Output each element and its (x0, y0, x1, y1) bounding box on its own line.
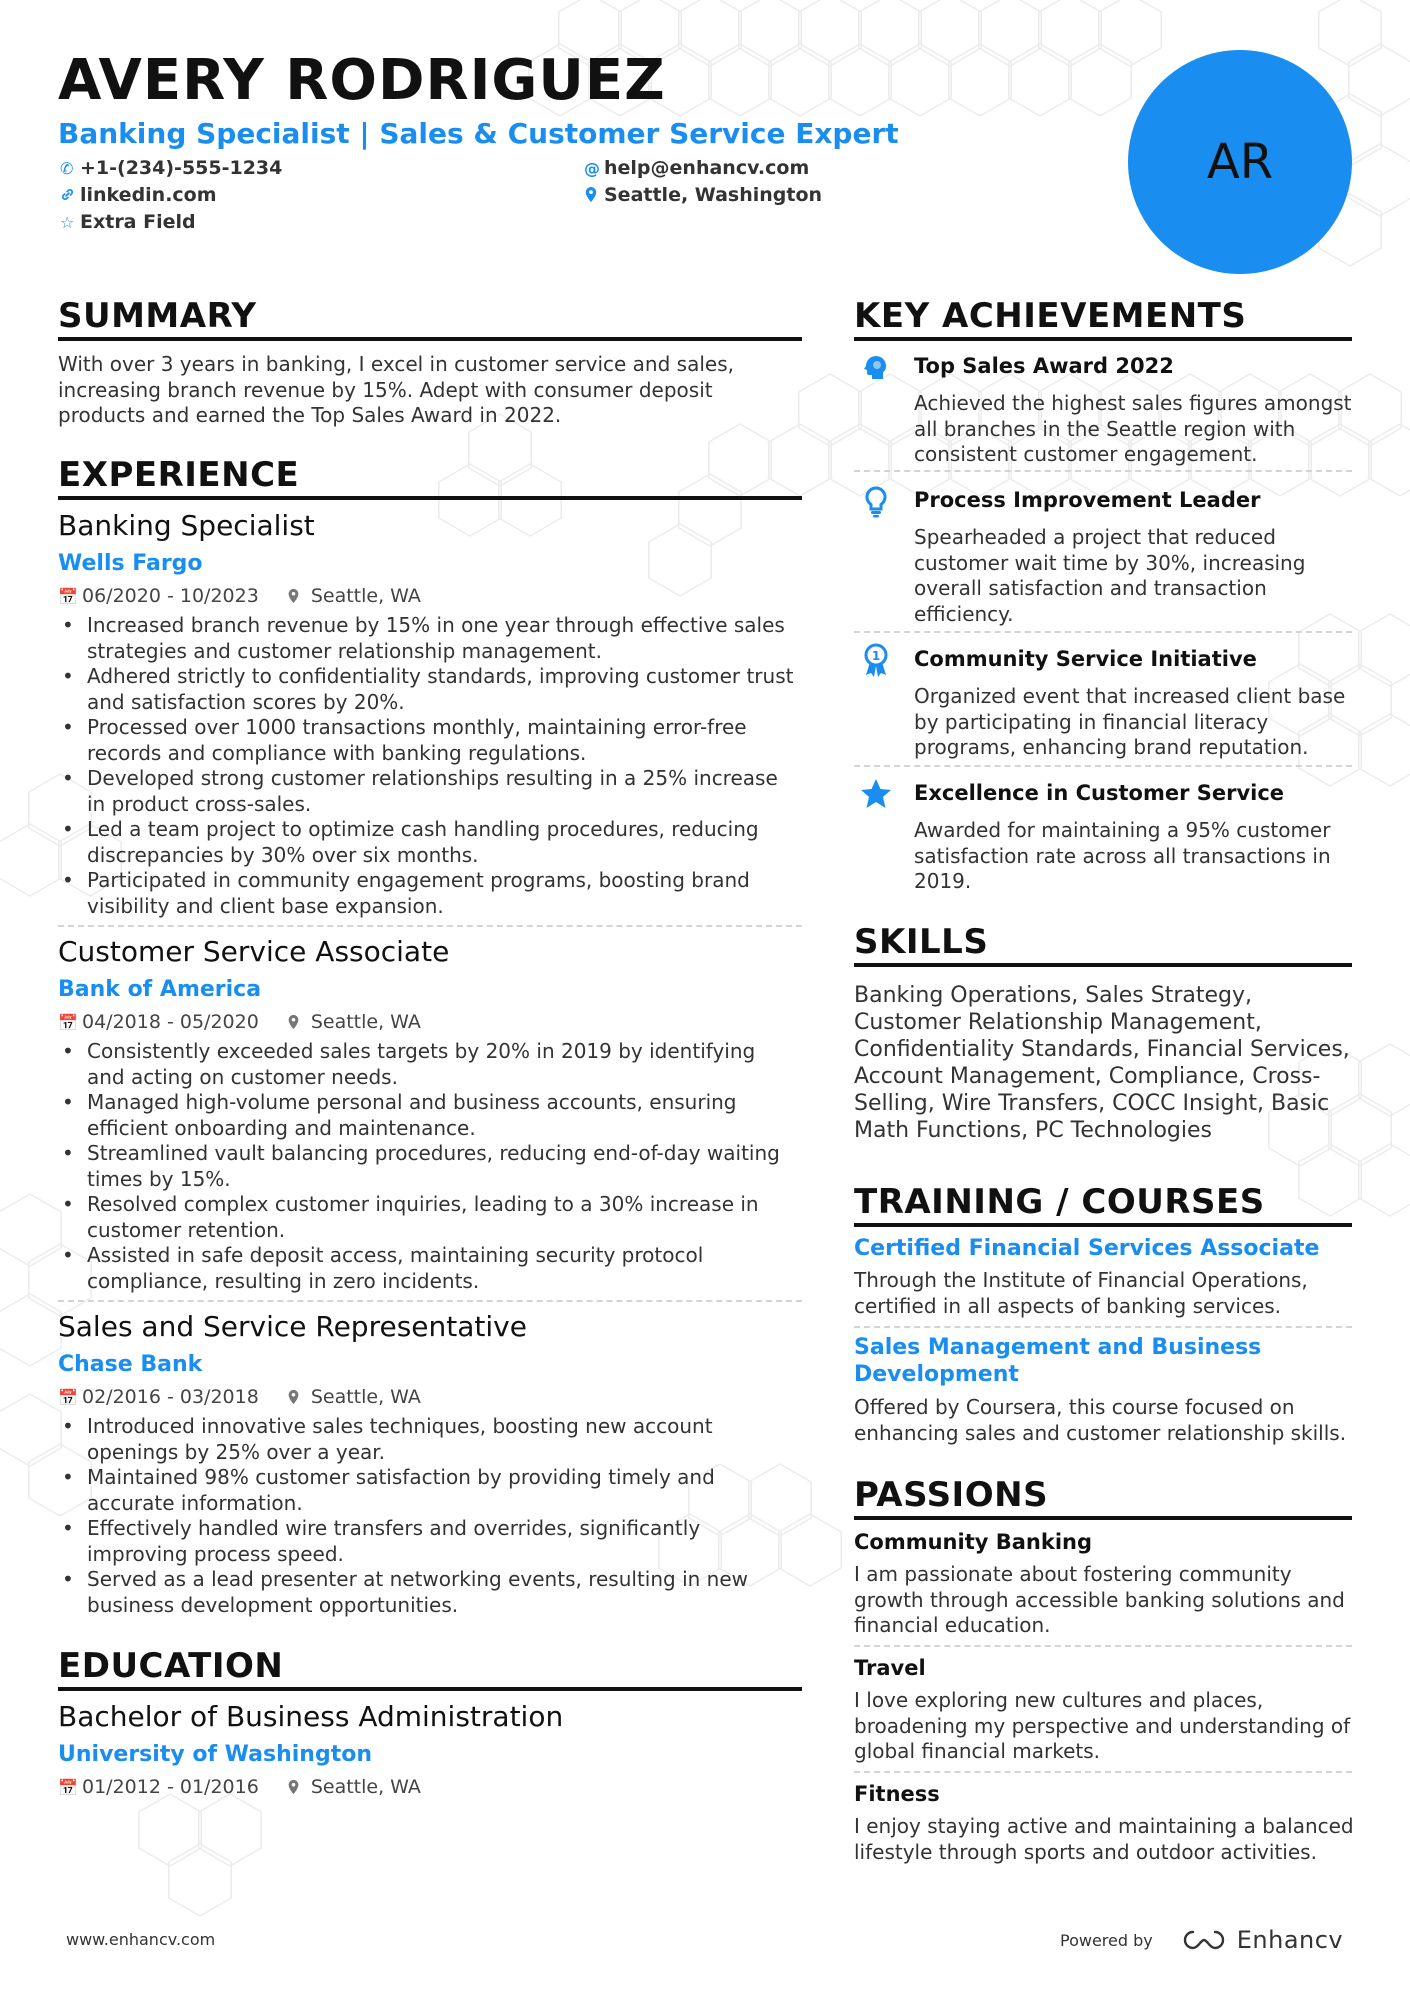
passions-title: PASSIONS (854, 1475, 1049, 1515)
list-item: • Processed over 1000 transactions monthly, maintaining error-free records and compliance with banking regulations. (58, 715, 798, 766)
course-title: Sales Management and Business Development (854, 1335, 1262, 1387)
achievement-divider (854, 631, 1352, 633)
summary-rule (58, 337, 802, 341)
map-pin-icon (287, 1776, 311, 1800)
brand-name: Enhancv (1236, 1926, 1344, 1954)
experience-rule (58, 496, 802, 500)
skills-title: SKILLS (854, 922, 989, 962)
svg-text:1: 1 (871, 649, 881, 663)
education-location: Seattle, WA (310, 1776, 421, 1798)
achievement-text: Achieved the highest sales figures amongst all branches in the Seattle region with consistent customer engagement. (914, 391, 1352, 466)
phone-icon: ✆ (60, 159, 74, 178)
star-icon (858, 776, 894, 812)
map-pin-icon (287, 1386, 311, 1410)
list-item: • Introduced innovative sales techniques, boosting new account openings by 25% over a year. (58, 1414, 798, 1465)
achievement-text: Spearheaded a project that reduced customer wait time by 30%, increasing overall satisfaction and transaction efficiency. (914, 525, 1306, 626)
calendar-icon: 📅 (58, 1013, 78, 1032)
star-outline-icon: ☆ (60, 213, 75, 232)
experience-title: EXPERIENCE (58, 455, 300, 495)
education-meta (58, 1775, 421, 1800)
passion-title: Fitness (854, 1782, 940, 1806)
linkedin-text: linkedin.com (80, 184, 217, 206)
passion-divider (854, 1771, 1352, 1773)
job-dates: 06/2020 - 10/2023 (82, 585, 259, 607)
list-item: • Maintained 98% customer satisfaction by providing timely and accurate information. (58, 1465, 798, 1516)
candidate-name: AVERY RODRIGUEZ (58, 48, 666, 113)
list-item: • Streamlined vault balancing procedures, reducing end-of-day waiting times by 15%. (58, 1141, 798, 1192)
job-location: Seattle, WA (310, 1011, 421, 1033)
skills-text: Banking Operations, Sales Strategy, Customer Relationship Management, Confidentiality Standards, Financial Services, Account Management, Compliance, Cross-Selling, Wire Transfers, COCC Insight, Basic Math Functions, PC Technologies (854, 983, 1350, 1143)
map-pin-icon (287, 1011, 311, 1035)
achievement-title: Top Sales Award 2022 (914, 354, 1174, 378)
footer-website[interactable]: www.enhancv.com (66, 1930, 216, 1949)
link-icon (60, 184, 80, 208)
job-company[interactable]: Wells Fargo (58, 551, 203, 576)
job-role: Sales and Service Representative (58, 1310, 527, 1343)
calendar-icon: 📅 (58, 1388, 78, 1407)
achievement-title: Process Improvement Leader (914, 488, 1261, 512)
powered-by-text: Powered by (1060, 1930, 1153, 1950)
course-divider (854, 1326, 1352, 1328)
list-item: • Effectively handled wire transfers and overrides, significantly improving process speed. (58, 1516, 798, 1567)
job-company[interactable]: Chase Bank (58, 1352, 203, 1377)
job-dates: 04/2018 - 05/2020 (82, 1011, 259, 1033)
achievement-divider (854, 765, 1352, 767)
course-text: Offered by Coursera, this course focused on enhancing sales and customer relationship skills. (854, 1395, 1347, 1445)
achievement-text: Organized event that increased client base by participating in financial literacy programs, enhancing brand reputation. (914, 684, 1346, 759)
enhancv-logo-icon (1181, 1928, 1227, 1952)
job-role: Customer Service Associate (58, 935, 450, 968)
job-divider (58, 925, 802, 927)
job-location: Seattle, WA (310, 1386, 421, 1408)
summary-title: SUMMARY (58, 296, 257, 336)
contact-extra (60, 210, 196, 235)
map-pin-icon (287, 585, 311, 609)
list-item: • Led a team project to optimize cash handling procedures, reducing discrepancies by 30% over six months. (58, 817, 798, 868)
passions-rule (854, 1516, 1352, 1520)
contact-email[interactable] (584, 156, 809, 181)
achievement-text: Awarded for maintaining a 95% customer satisfaction rate across all transactions in 2019. (914, 818, 1331, 893)
passion-title: Travel (854, 1656, 926, 1680)
job-divider (58, 1300, 802, 1302)
list-item: • Increased branch revenue by 15% in one year through effective sales strategies and customer relationship management. (58, 613, 798, 664)
calendar-icon: 📅 (58, 1778, 78, 1797)
job-company[interactable]: Bank of America (58, 977, 262, 1002)
training-rule (854, 1223, 1352, 1227)
avatar: AR (1128, 50, 1352, 274)
training-title: TRAINING / COURSES (854, 1182, 1265, 1222)
list-item: • Resolved complex customer inquiries, leading to a 30% increase in customer retention. (58, 1192, 798, 1243)
education-title: EDUCATION (58, 1646, 284, 1686)
list-item: • Served as a lead presenter at networking events, resulting in new business development opportunities. (58, 1567, 798, 1618)
passion-title: Community Banking (854, 1530, 1093, 1554)
achievements-title: KEY ACHIEVEMENTS (854, 296, 1247, 336)
lightbulb-icon (858, 484, 894, 520)
map-pin-icon (584, 184, 604, 208)
phone-text: +1-(234)-555-1234 (80, 157, 283, 179)
summary-text: With over 3 years in banking, I excel in customer service and sales, increasing branch revenue by 15%. Adept with consumer deposit products and earned the Top Sales Award in 2022. (58, 352, 734, 427)
award-ribbon-icon (858, 642, 894, 678)
job-meta (58, 1010, 421, 1035)
contact-linkedin[interactable] (60, 183, 217, 208)
education-dates: 01/2012 - 01/2016 (82, 1776, 259, 1798)
education-rule (58, 1687, 802, 1691)
job-dates: 02/2016 - 03/2018 (82, 1386, 259, 1408)
passion-text: I am passionate about fostering community growth through accessible banking solutions and financial education. (854, 1562, 1345, 1637)
calendar-icon: 📅 (58, 587, 78, 606)
job-bullets (58, 613, 798, 919)
education-degree: Bachelor of Business Administration (58, 1700, 564, 1733)
list-item: • Managed high-volume personal and business accounts, ensuring efficient onboarding and maintenance. (58, 1090, 798, 1141)
brain-head-icon (858, 350, 894, 386)
course-text: Through the Institute of Financial Operations, certified in all aspects of banking services. (854, 1268, 1308, 1318)
location-text: Seattle, Washington (604, 184, 823, 206)
achievement-title: Excellence in Customer Service (914, 781, 1285, 805)
job-meta (58, 1385, 421, 1410)
education-school[interactable]: University of Washington (58, 1742, 373, 1767)
skills-rule (854, 963, 1352, 967)
job-role: Banking Specialist (58, 509, 315, 542)
course-title: Certified Financial Services Associate (854, 1236, 1320, 1261)
contact-phone[interactable] (60, 156, 282, 181)
passion-text: I enjoy staying active and maintaining a balanced lifestyle through sports and outdoor activities. (854, 1814, 1354, 1864)
list-item: • Adhered strictly to confidentiality standards, improving customer trust and satisfaction scores by 20%. (58, 664, 798, 715)
email-text: help@enhancv.com (604, 157, 810, 179)
list-item: • Assisted in safe deposit access, maintaining security protocol compliance, resulting in zero incidents. (58, 1243, 798, 1294)
job-bullets (58, 1414, 798, 1618)
job-location: Seattle, WA (310, 585, 421, 607)
achievement-title: Community Service Initiative (914, 647, 1257, 671)
passion-divider (854, 1645, 1352, 1647)
footer-branding[interactable] (1060, 1926, 1343, 1954)
list-item: • Developed strong customer relationships resulting in a 25% increase in product cross-sales. (58, 766, 798, 817)
contact-location (584, 183, 822, 208)
list-item: • Consistently exceeded sales targets by 20% in 2019 by identifying and acting on customer needs. (58, 1039, 798, 1090)
passion-text: I love exploring new cultures and places, broadening my perspective and understanding of global financial markets. (854, 1688, 1351, 1763)
at-icon: @ (584, 159, 600, 178)
extra-text: Extra Field (80, 211, 196, 233)
job-bullets (58, 1039, 798, 1294)
list-item: • Participated in community engagement programs, boosting brand visibility and client base expansion. (58, 868, 798, 919)
headline: Banking Specialist | Sales & Customer Service Expert (58, 117, 899, 150)
achievement-divider (854, 470, 1352, 472)
job-meta (58, 584, 421, 609)
achievements-rule (854, 337, 1352, 341)
